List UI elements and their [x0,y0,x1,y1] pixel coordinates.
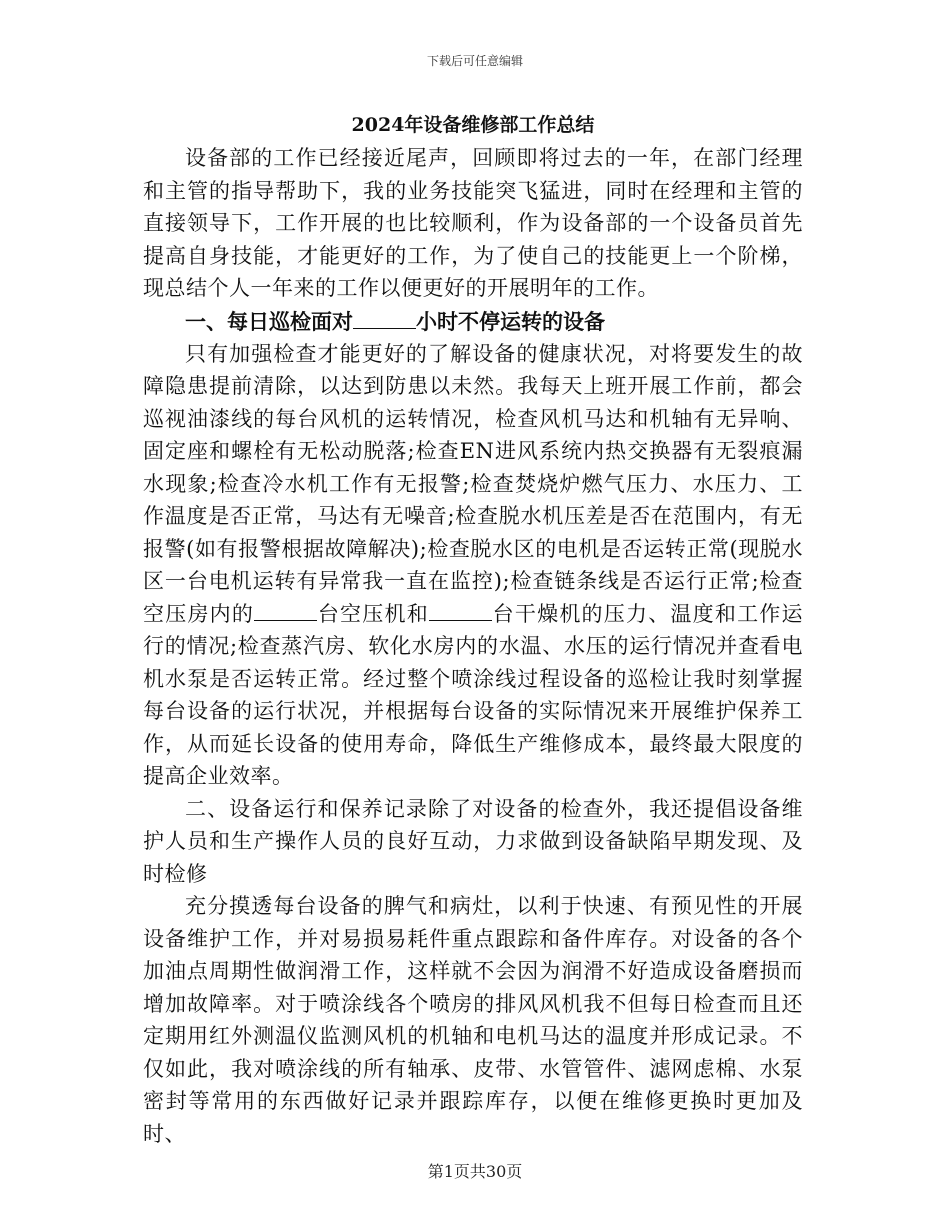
section1-heading-text-b: 小时不停运转的设备 [416,308,605,334]
section1-heading [143,305,803,338]
fill-in-blank [429,599,492,621]
intro-paragraph: 设备部的工作已经接近尾声，回顾即将过去的一年，在部门经理和主管的指导帮助下，我的业务技能突飞猛进，同时在经理和主管的直接领导下，工作开展的也比较顺利，作为设备部的一个设备员首先提高自身技能，才能更好的工作，为了使自己的技能更上一个阶梯，现总结个人一年来的工作以便更好的开展明年的工作。 [143,146,803,300]
fill-in-blank [353,307,416,329]
page-footer-number: 第1页共30页 [427,1162,523,1181]
section1-text-a: 只有加强检查才能更好的了解设备的健康状况，对将要发生的故障隐患提前清除，以达到防患以未然。我每天上班开展工作前，都会巡视油漆线的每台风机的运转情况，检查风机马达和机轴有无异响、固定座和螺栓有无松动脱落;检查EN进风系统内热交换器有无裂痕漏水现象;检查冷水机工作有无报警;检查焚烧炉燃气压力、水压力、工作温度是否正常，马达有无噪音;检查脱水机压差是否在范围内，有无报警(如有报警根据故障解决);检查脱水区的电机是否运转正常(现脱水区一台电机运转有异常我一直在监控);检查链条线是否运行正常;检查空压房内的 [143,341,803,626]
section2-heading: 二、设备运行和保养记录除了对设备的检查外，我还提倡设备维护人员和生产操作人员的良好互动，力求做到设备缺陷早期发现、及时检修 [143,796,803,886]
document-title: 2024年设备维修部工作总结 [351,114,595,136]
page-header-note: 下载后可任意编辑 [426,54,523,68]
section1-paragraph [143,338,803,793]
section2-paragraph: 充分摸透每台设备的脾气和病灶，以利于快速、有预见性的开展设备维护工作，并对易损易耗件重点跟踪和备件库存。对设备的各个加油点周期性做润滑工作，这样就不会因为润滑不好造成设备磨损而增加故障率。对于喷涂线各个喷房的排风风机我不但每日检查而且还定期用红外测温仪监测风机的机轴和电机马达的温度并形成记录。不仅如此，我对喷涂线的所有轴承、皮带、水管管件、滤网虑棉、水泵密封等常用的东西做好记录并跟踪库存，以便在维修更换时更加及时、 [143,894,803,1146]
document-body [143,108,803,1150]
section1-text-b: 台空压机和 [317,601,429,626]
section1-text-c: 台干燥机的压力、温度和工作运行的情况;检查蒸汽房、软化水房内的水温、水压的运行情况并查看电机水泵是否运转正常。经过整个喷涂线过程设备的巡检让我时刻掌握每台设备的运行状况，并根据每台设备的实际情况来开展维护保养工作，从而延长设备的使用寿命，降低生产维修成本，最终最大限度的提高企业效率。 [143,601,804,788]
section1-heading-text-a: 一、每日巡检面对 [185,308,353,334]
fill-in-blank [254,599,317,621]
